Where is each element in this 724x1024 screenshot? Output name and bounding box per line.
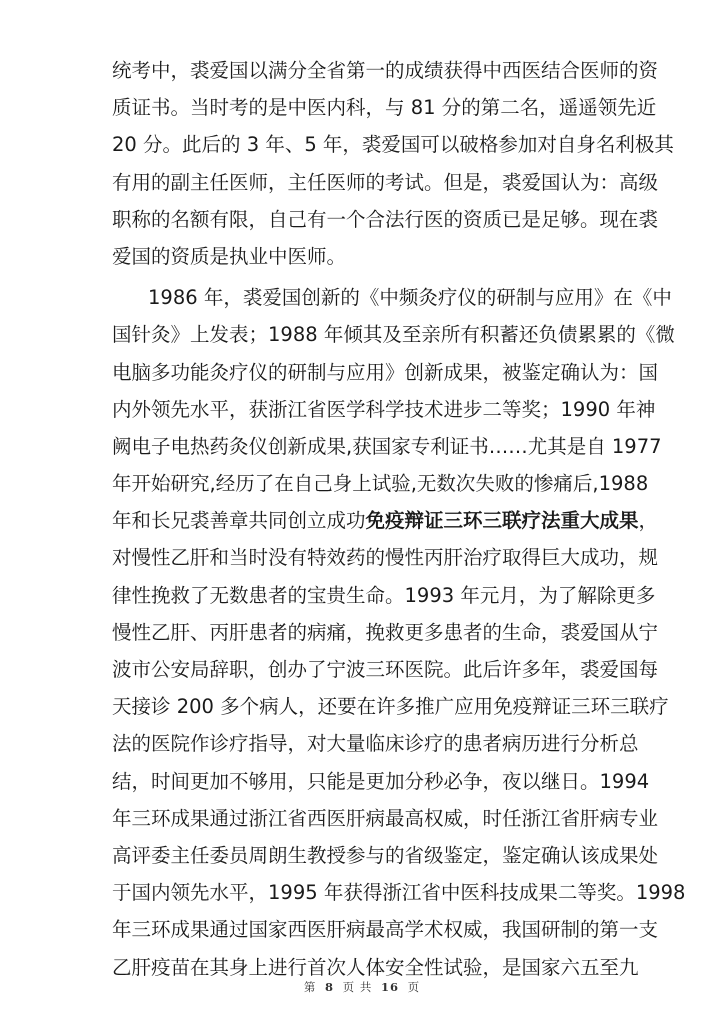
text-line: 波市公安局辞职，创办了宁波三环医院。此后许多年，裘爱国每 [112,658,659,681]
text-span: 年和长兄裘善章共同创立成功 [112,509,366,533]
text-line: 结，时间更加不够用，只能是更加分秒必争，夜以继日。1994 [112,769,650,793]
footer-prefix: 第 [303,980,317,994]
text-line: 于国内领先水平，1995 年获得浙江省中医科技成果二等奖。1998 [112,881,686,905]
text-line: 电脑多功能灸疗仪的研制与应用》创新成果，被鉴定确认为：国 [112,360,659,384]
text-line: 阙电子电热药灸仪创新成果,获国家专利证书……尤其是自 1977 [112,434,662,458]
text-span: ， [638,509,659,533]
paragraph-2 [112,279,686,986]
text-line: 高评委主任委员周朗生教授参与的省级鉴定，鉴定确认该成果处 [112,843,659,867]
text-line: 有用的副主任医师，主任医师的考试。但是，裘爱国认为：高级 [112,170,659,194]
total-page-count: 16 [380,980,399,994]
bold-highlight: 免疫辩证三环三联疗法重大成果 [365,509,639,533]
current-page-number: 8 [325,980,335,994]
footer-middle: 页 共 [342,980,373,994]
text-line: 职称的名额有限，自己有一个合法行医的资质已是足够。现在裘 [112,207,659,231]
text-line: 质证书。当时考的是中医内科，与 81 分的第二名，遥遥领先近 [112,96,657,120]
text-line: 国针灸》上发表；1988 年倾其及至亲所有积蓄还负债累累的《微 [112,323,675,347]
text-line: 年三环成果通过浙江省西医肝病最高权威，时任浙江省肝病专业 [112,806,659,830]
body-text [112,52,686,986]
text-line: 1986 年，裘爱国创新的《中频灸疗仪的研制与应用》在《中 [148,286,672,310]
text-line: 年三环成果通过国家西医肝病最高学术权威，我国研制的第一支 [112,918,659,942]
text-line: 统考中，裘爱国以满分全省第一的成绩获得中西医结合医师的资 [112,59,659,82]
text-line-with-bold [112,502,659,539]
text-line: 爱国的资质是执业中医师。 [112,244,347,268]
text-line: 对慢性乙肝和当时没有特效药的慢性丙肝治疗取得巨大成功，规 [112,546,659,570]
text-line: 乙肝疫苗在其身上进行首次人体安全性试验，是国家六五至九 [112,955,639,979]
footer-suffix: 页 [407,980,421,994]
page-footer [0,979,724,995]
text-line: 年开始研究,经历了在自己身上试验,无数次失败的惨痛后,1988 [112,472,649,496]
text-line: 内外领先水平，获浙江省医学科学技术进步二等奖；1990 年神 [112,397,656,421]
text-line: 慢性乙肝、丙肝患者的病痛，挽救更多患者的生命，裘爱国从宁 [112,620,659,644]
text-line: 法的医院作诊疗指导，对大量临床诊疗的患者病历进行分析总 [112,732,639,756]
paragraph-1 [112,52,674,275]
text-line: 天接诊 200 多个病人，还要在许多推广应用免疫辩证三环三联疗 [112,695,669,719]
text-line: 20 分。此后的 3 年、5 年，裘爱国可以破格参加对自身名利极其 [112,133,674,157]
text-line: 律性挽救了无数患者的宝贵生命。1993 年元月，为了解除更多 [112,583,656,607]
